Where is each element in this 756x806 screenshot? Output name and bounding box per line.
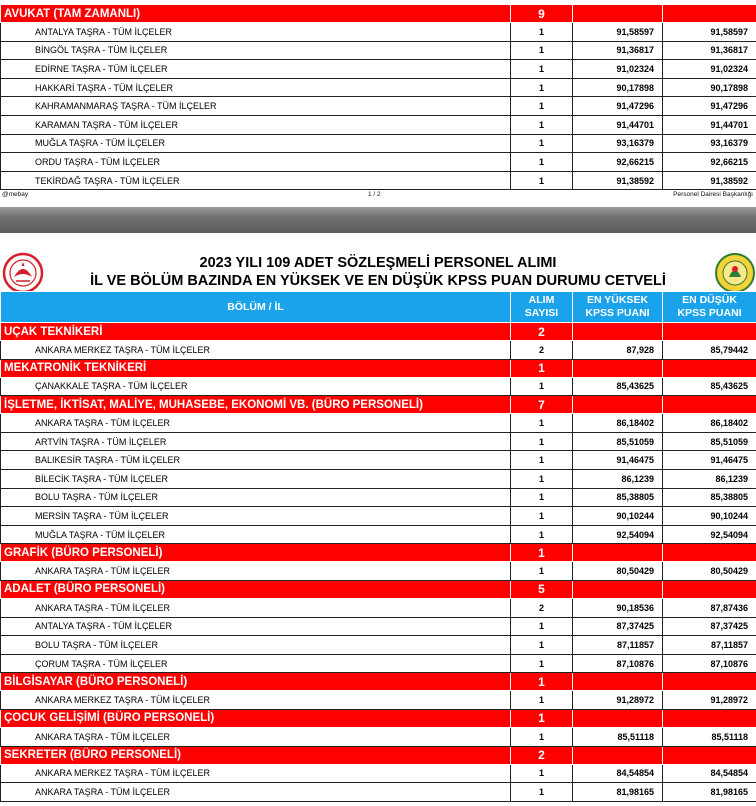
province-name: MERSİN TAŞRA - TÜM İLÇELER	[1, 507, 511, 526]
max-kpss-score: 86,18402	[573, 414, 663, 433]
section-title: MEKATRONİK TEKNİKERİ	[1, 359, 511, 377]
section-total-count: 9	[511, 5, 573, 23]
table-row	[1, 60, 756, 79]
table-row	[1, 654, 756, 673]
section-empty-cell	[573, 544, 663, 562]
section-empty-cell	[573, 396, 663, 414]
hire-count: 1	[511, 115, 573, 134]
section-row	[1, 5, 756, 23]
section-title: AVUKAT (TAM ZAMANLI)	[1, 5, 511, 23]
min-kpss-score: 87,10876	[663, 654, 756, 673]
table-row	[1, 562, 756, 581]
min-kpss-score: 92,66215	[663, 153, 756, 172]
document-title-line-2: İL VE BÖLÜM BAZINDA EN YÜKSEK VE EN DÜŞÜK KPSS PUAN DURUMU CETVELİ	[90, 273, 666, 289]
province-name: ANKARA TAŞRA - TÜM İLÇELER	[1, 562, 511, 581]
section-empty-cell	[573, 323, 663, 341]
province-name: ANKARA TAŞRA - TÜM İLÇELER	[1, 414, 511, 433]
document-title-line-1: 2023 YILI 109 ADET SÖZLEŞMELİ PERSONEL ALIMI	[199, 255, 557, 271]
department-seal-icon	[714, 251, 756, 295]
province-name: BOLU TAŞRA - TÜM İLÇELER	[1, 636, 511, 655]
hire-count: 1	[511, 171, 573, 190]
hire-count: 1	[511, 377, 573, 396]
section-empty-cell	[663, 580, 756, 598]
province-name: EDİRNE TAŞRA - TÜM İLÇELER	[1, 60, 511, 79]
max-kpss-score: 91,28972	[573, 691, 663, 710]
column-header-min-score: EN DÜŞÜK KPSS PUANI	[663, 292, 756, 323]
province-name: ANKARA TAŞRA - TÜM İLÇELER	[1, 598, 511, 617]
section-title: BİLGİSAYAR (BÜRO PERSONELİ)	[1, 673, 511, 691]
max-kpss-score: 91,02324	[573, 60, 663, 79]
province-name: BİLECİK TAŞRA - TÜM İLÇELER	[1, 469, 511, 488]
section-total-count: 1	[511, 709, 573, 727]
province-name: ÇORUM TAŞRA - TÜM İLÇELER	[1, 654, 511, 673]
column-header-department: BÖLÜM / İL	[1, 292, 511, 323]
min-kpss-score: 87,87436	[663, 598, 756, 617]
section-title: ADALET (BÜRO PERSONELİ)	[1, 580, 511, 598]
section-title: SEKRETER (BÜRO PERSONELİ)	[1, 746, 511, 764]
table-row	[1, 507, 756, 526]
section-row	[1, 580, 756, 598]
province-name: ANKARA MERKEZ TAŞRA - TÜM İLÇELER	[1, 691, 511, 710]
hire-count: 1	[511, 41, 573, 60]
province-name: BALIKESİR TAŞRA - TÜM İLÇELER	[1, 451, 511, 470]
max-kpss-score: 91,58597	[573, 23, 663, 42]
table-row	[1, 691, 756, 710]
section-total-count: 1	[511, 544, 573, 562]
hire-count: 1	[511, 97, 573, 116]
section-empty-cell	[573, 5, 663, 23]
section-title: UÇAK TEKNİKERİ	[1, 323, 511, 341]
min-kpss-score: 91,47296	[663, 97, 756, 116]
hire-count: 2	[511, 598, 573, 617]
hire-count: 1	[511, 636, 573, 655]
province-name: KARAMAN TAŞRA - TÜM İLÇELER	[1, 115, 511, 134]
hire-count: 1	[511, 764, 573, 783]
province-name: ANTALYA TAŞRA - TÜM İLÇELER	[1, 23, 511, 42]
section-empty-cell	[573, 359, 663, 377]
min-kpss-score: 93,16379	[663, 134, 756, 153]
table-row	[1, 97, 756, 116]
hire-count: 1	[511, 488, 573, 507]
province-name: MUĞLA TAŞRA - TÜM İLÇELER	[1, 134, 511, 153]
column-header-count: ALIM SAYISI	[511, 292, 573, 323]
hire-count: 1	[511, 78, 573, 97]
table-row	[1, 414, 756, 433]
hire-count: 1	[511, 153, 573, 172]
table-row	[1, 525, 756, 544]
min-kpss-score: 87,11857	[663, 636, 756, 655]
max-kpss-score: 87,928	[573, 341, 663, 360]
max-kpss-score: 80,50429	[573, 562, 663, 581]
province-name: ARTVİN TAŞRA - TÜM İLÇELER	[1, 432, 511, 451]
ministry-emblem-icon	[2, 251, 44, 295]
section-row	[1, 323, 756, 341]
min-kpss-score: 91,38592	[663, 171, 756, 190]
section-row	[1, 709, 756, 727]
table-row	[1, 432, 756, 451]
hire-count: 1	[511, 451, 573, 470]
province-name: TEKİRDAĞ TAŞRA - TÜM İLÇELER	[1, 171, 511, 190]
province-name: ÇANAKKALE TAŞRA - TÜM İLÇELER	[1, 377, 511, 396]
province-name: HAKKARİ TAŞRA - TÜM İLÇELER	[1, 78, 511, 97]
section-empty-cell	[663, 396, 756, 414]
province-name: ANTALYA TAŞRA - TÜM İLÇELER	[1, 617, 511, 636]
max-kpss-score: 92,54094	[573, 525, 663, 544]
footer-left: @mebay	[2, 191, 29, 198]
section-row	[1, 746, 756, 764]
min-kpss-score: 86,18402	[663, 414, 756, 433]
section-title: İŞLETME, İKTİSAT, MALİYE, MUHASEBE, EKONOMİ VB. (BÜRO PERSONELİ)	[1, 396, 511, 414]
max-kpss-score: 91,38592	[573, 171, 663, 190]
section-row	[1, 359, 756, 377]
max-kpss-score: 87,11857	[573, 636, 663, 655]
score-table-page-1	[0, 4, 756, 190]
table-row	[1, 764, 756, 783]
hire-count: 2	[511, 341, 573, 360]
section-empty-cell	[663, 746, 756, 764]
province-name: ANKARA MERKEZ TAŞRA - TÜM İLÇELER	[1, 764, 511, 783]
score-table-page-2	[0, 291, 756, 802]
min-kpss-score: 90,17898	[663, 78, 756, 97]
max-kpss-score: 85,51059	[573, 432, 663, 451]
score-table-body	[1, 323, 756, 802]
hire-count: 1	[511, 60, 573, 79]
min-kpss-score: 91,44701	[663, 115, 756, 134]
max-kpss-score: 90,10244	[573, 507, 663, 526]
hire-count: 1	[511, 432, 573, 451]
section-empty-cell	[573, 673, 663, 691]
section-empty-cell	[663, 359, 756, 377]
table-row	[1, 488, 756, 507]
max-kpss-score: 91,36817	[573, 41, 663, 60]
min-kpss-score: 81,98165	[663, 783, 756, 802]
table-row	[1, 636, 756, 655]
hire-count: 1	[511, 562, 573, 581]
province-name: ANKARA TAŞRA - TÜM İLÇELER	[1, 783, 511, 802]
min-kpss-score: 85,43625	[663, 377, 756, 396]
table-row	[1, 451, 756, 470]
min-kpss-score: 91,46475	[663, 451, 756, 470]
max-kpss-score: 91,44701	[573, 115, 663, 134]
hire-count: 1	[511, 654, 573, 673]
table-header-row	[1, 292, 756, 323]
table-row	[1, 598, 756, 617]
province-name: BOLU TAŞRA - TÜM İLÇELER	[1, 488, 511, 507]
min-kpss-score: 91,28972	[663, 691, 756, 710]
max-kpss-score: 81,98165	[573, 783, 663, 802]
max-kpss-score: 91,46475	[573, 451, 663, 470]
section-row	[1, 396, 756, 414]
min-kpss-score: 85,51118	[663, 727, 756, 746]
max-kpss-score: 92,66215	[573, 153, 663, 172]
table-row	[1, 23, 756, 42]
section-total-count: 7	[511, 396, 573, 414]
hire-count: 1	[511, 414, 573, 433]
section-total-count: 1	[511, 359, 573, 377]
hire-count: 1	[511, 727, 573, 746]
hire-count: 1	[511, 691, 573, 710]
section-total-count: 2	[511, 746, 573, 764]
min-kpss-score: 91,58597	[663, 23, 756, 42]
footer-right: Personel Dairesi Başkanlığı	[673, 191, 753, 198]
table-row	[1, 783, 756, 802]
province-name: MUĞLA TAŞRA - TÜM İLÇELER	[1, 525, 511, 544]
section-total-count: 2	[511, 323, 573, 341]
table-row	[1, 469, 756, 488]
hire-count: 1	[511, 783, 573, 802]
min-kpss-score: 86,1239	[663, 469, 756, 488]
column-header-max-score: EN YÜKSEK KPSS PUANI	[573, 292, 663, 323]
section-row	[1, 673, 756, 691]
pdf-page-2	[0, 233, 756, 806]
table-row	[1, 171, 756, 190]
section-total-count: 5	[511, 580, 573, 598]
hire-count: 1	[511, 469, 573, 488]
hire-count: 1	[511, 525, 573, 544]
table-row	[1, 134, 756, 153]
max-kpss-score: 93,16379	[573, 134, 663, 153]
min-kpss-score: 85,79442	[663, 341, 756, 360]
min-kpss-score: 91,02324	[663, 60, 756, 79]
table-row	[1, 115, 756, 134]
table-row	[1, 341, 756, 360]
table-row	[1, 153, 756, 172]
section-empty-cell	[663, 5, 756, 23]
table-row	[1, 617, 756, 636]
max-kpss-score: 85,51118	[573, 727, 663, 746]
hire-count: 1	[511, 617, 573, 636]
hire-count: 1	[511, 134, 573, 153]
table-row	[1, 377, 756, 396]
min-kpss-score: 80,50429	[663, 562, 756, 581]
table-row	[1, 78, 756, 97]
table-row	[1, 41, 756, 60]
max-kpss-score: 90,17898	[573, 78, 663, 97]
section-empty-cell	[663, 673, 756, 691]
table-row	[1, 727, 756, 746]
min-kpss-score: 90,10244	[663, 507, 756, 526]
section-empty-cell	[663, 544, 756, 562]
section-title: GRAFİK (BÜRO PERSONELİ)	[1, 544, 511, 562]
footer-page-number: 1 / 2	[368, 191, 381, 198]
hire-count: 1	[511, 23, 573, 42]
section-total-count: 1	[511, 673, 573, 691]
province-name: ANKARA MERKEZ TAŞRA - TÜM İLÇELER	[1, 341, 511, 360]
max-kpss-score: 85,43625	[573, 377, 663, 396]
section-row	[1, 544, 756, 562]
max-kpss-score: 87,10876	[573, 654, 663, 673]
max-kpss-score: 85,38805	[573, 488, 663, 507]
section-empty-cell	[573, 709, 663, 727]
min-kpss-score: 92,54094	[663, 525, 756, 544]
province-name: ORDU TAŞRA - TÜM İLÇELER	[1, 153, 511, 172]
min-kpss-score: 87,37425	[663, 617, 756, 636]
section-title: ÇOCUK GELİŞİMİ (BÜRO PERSONELİ)	[1, 709, 511, 727]
province-name: BİNGÖL TAŞRA - TÜM İLÇELER	[1, 41, 511, 60]
min-kpss-score: 84,54854	[663, 764, 756, 783]
max-kpss-score: 86,1239	[573, 469, 663, 488]
min-kpss-score: 85,38805	[663, 488, 756, 507]
max-kpss-score: 91,47296	[573, 97, 663, 116]
pdf-page-1	[0, 0, 756, 207]
max-kpss-score: 84,54854	[573, 764, 663, 783]
province-name: KAHRAMANMARAŞ TAŞRA - TÜM İLÇELER	[1, 97, 511, 116]
min-kpss-score: 91,36817	[663, 41, 756, 60]
section-empty-cell	[663, 323, 756, 341]
min-kpss-score: 85,51059	[663, 432, 756, 451]
hire-count: 1	[511, 507, 573, 526]
section-empty-cell	[663, 709, 756, 727]
section-empty-cell	[573, 580, 663, 598]
section-empty-cell	[573, 746, 663, 764]
province-name: ANKARA TAŞRA - TÜM İLÇELER	[1, 727, 511, 746]
score-table-body	[1, 5, 756, 190]
page-gap	[0, 207, 756, 233]
max-kpss-score: 87,37425	[573, 617, 663, 636]
max-kpss-score: 90,18536	[573, 598, 663, 617]
